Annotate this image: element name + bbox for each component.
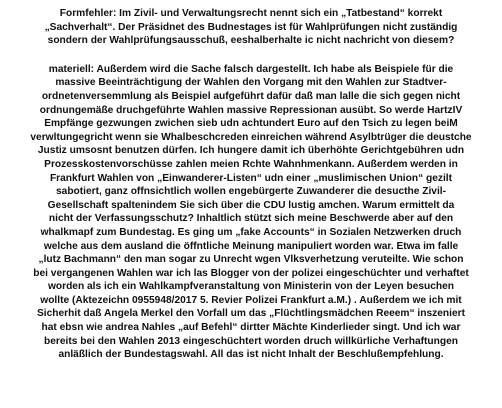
text-line: whalkmapf zum Bundestag. Es ging um „fake Accounts“ in Sozialen Netzwerken druch <box>40 226 462 238</box>
text-line: anläßlich der Bundestagswahl. All das ist nicht Inhalt der Beschlußempfehlung. <box>58 349 444 361</box>
paragraph-materiell <box>8 63 494 362</box>
text-line: „Sachverhalt“. Der Präsidnet des Budnestages ist für Wahlprüfungen nicht zuständig <box>44 21 458 33</box>
text-line: Frankfurt Wahlen von „Einwanderer-Listen“ udn einer „muslimischen Union“ gezilt <box>49 172 453 184</box>
text-line: hat ebsn wie andrea Nahles „auf Befehl“ dirtter Mächte Kinderlieder singt. Und ich war <box>41 322 461 334</box>
text-line: Justiz umsosnt benutzen dürfen. Ich hungere damit ich überhöhte Gerichtgebühren udn <box>37 145 465 157</box>
text-line: Formfehler: Im Zivil- und Verwaltungsrecht nennt sich ein „Tatbestand“ korrekt <box>59 8 443 19</box>
text-line: massive Beeinträchtigung der Wahlen den Vorgang mit den Wahlen zur Stadtver- <box>55 77 447 89</box>
text-line: ordnungemäße druchgeführte Wahlen massive Repressionan ausübt. So werde HartzIV <box>39 104 463 116</box>
text-line: materiell: Außerdem wird die Sache falsch dargestellt. Ich habe als Beispiele für die <box>48 63 454 75</box>
text-line: Sicherhit daß Angela Merkel den Vorfall um das „Flüchtlingsmädchen Reeem“ inszeniert <box>37 308 465 320</box>
text-line: welche aus dem ausland die öffntliche Meinung manipuliert worden war. Etwa im falle <box>43 240 459 252</box>
text-line: sondern der Wahlprüfungsausschuß, eeshalberhalte ic nicht nachricht von diesem? <box>47 35 455 47</box>
text-line: Empfänge gezwungen zwichen sieb udn achtundert Euro auf den Tsich zu legen beiM <box>44 118 458 130</box>
text-line: Prozesskostenvorschüsse zahlen meien Rchte Wahnhmenkann. Außerdem werden in <box>44 158 458 170</box>
text-line: bereits bei den Wahlen 2013 eingeschüchtert worden druch willkürliche Verhaftungen <box>43 335 458 347</box>
text-line: ordnetenversemmlung als Beispiel aufgeführt dafür daß man lalle die sich gegen nicht <box>41 90 461 102</box>
text-line: worden als ich ein Wahlkampfveranstaltung von Ministerin von der Leyen besuchen <box>47 281 455 293</box>
text-line: „lutz Bachmann“ den man sogar zu Unrecht wgen Vlksverhetzung veruteilte. Wie schon <box>38 254 464 266</box>
paragraph-formfehler <box>8 7 494 48</box>
text-line: wollte (Aktezeichn 0955948/2017 5. Revier Polizei Frankfurt a.M.) . Außerdem we ich mit <box>40 294 462 306</box>
text-line: bei vergangenen Wahlen war ich las Blogger von der polizei eingeschüchter und verhaftet <box>33 267 469 279</box>
text-line: sabotiert, ganz offnsichtlich wollen engebürgerte Zuwanderer die desucthe Zivil- <box>55 186 446 198</box>
text-line: nicht der Verfassungsschutz? Inhaltlich stützt sich meine Beschwerde aber auf den <box>48 213 454 225</box>
text-line: verwltungegricht wenn sie Whalbeschcreden einreichen während Asylbtrüger die deustche <box>30 131 472 143</box>
text-line: Gesellschaft spaltenindem Sie sich über die CDU lustig amchen. Warum ermittelt da <box>47 199 455 211</box>
